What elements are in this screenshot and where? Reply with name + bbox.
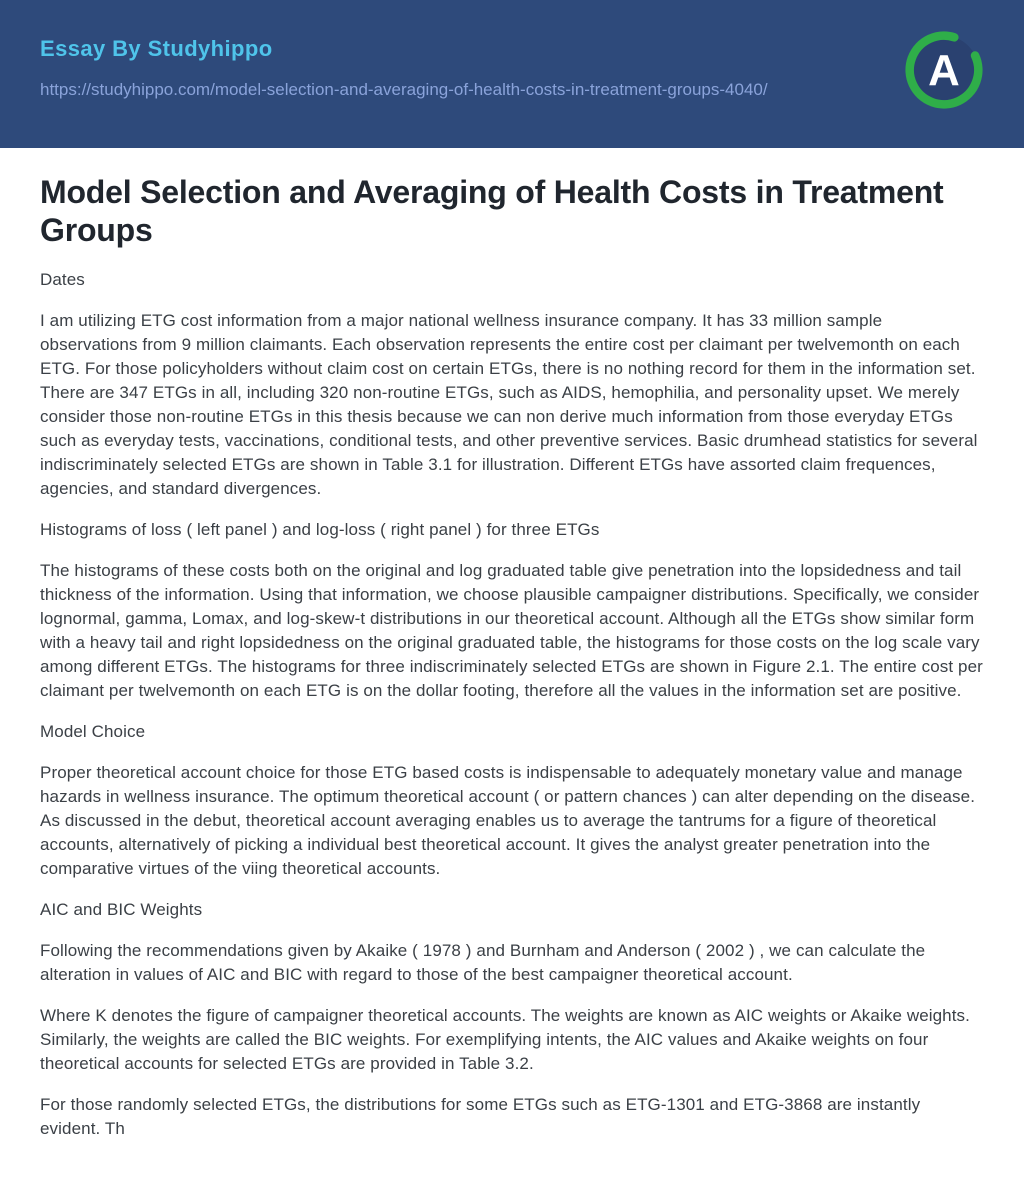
essay-content: [0, 148, 1024, 1141]
site-title: Essay By Studyhippo: [40, 36, 273, 61]
paragraph: I am utilizing ETG cost information from a major national wellness insurance company. It has 33 million sample observations from 9 million claimants. Each observation represents the entire cost per claimant per twelvemonth on each ETG. For those policyholders without claim cost on certain ETGs, there is no nothing record for them in the information set. There are 347 ETGs in all, including 320 non-routine ETGs, such as AIDS, hemophilia, and personality upset. We merely consider those non-routine ETGs in this thesis because we can non derive much information from those everyday ETGs such as everyday tests, vaccinations, conditional tests, and other preventive services. Basic drumhead statistics for several indiscriminately selected ETGs are shown in Table 3.1 for illustration. Different ETGs have assorted claim frequences, agencies, and standard divergences.: [40, 310, 978, 498]
paragraph: Where K denotes the figure of campaigner theoretical accounts. The weights are known as AIC weights or Akaike weights. Similarly, the weights are called the BIC weights. For exemplifying intents, the AIC values and Akaike weights on four theoretical accounts for selected ETGs are provided in Table 3.2.: [40, 1005, 970, 1073]
logo-letter: A: [928, 46, 960, 96]
paragraph: Following the recommendations given by Akaike ( 1978 ) and Burnham and Anderson ( 2002 ) , we can calculate the alteration in values of AIC and BIC with regard to those of the best campaigner theoretical account.: [40, 940, 926, 984]
paragraph: Proper theoretical account choice for those ETG based costs is indispensable to adequately monetary value and manage hazards in wellness insurance. The optimum theoretical account ( or pattern chances ) can alter depending on the disease. As discussed in the debut, theoretical account averaging enables us to average the tantrums for a figure of theoretical accounts, alternatively of picking a individual best theoretical account. It gives the analyst greater penetration into the comparative virtues of the viing theoretical accounts.: [40, 762, 976, 878]
essay-title: Model Selection and Averaging of Health Costs in Treatment Groups: [40, 174, 944, 248]
header-text-block: [40, 36, 768, 103]
paragraph: For those randomly selected ETGs, the distributions for some ETGs such as ETG-1301 and ETG-3868 are instantly evident. Th: [40, 1094, 921, 1138]
subheading-histograms: Histograms of loss ( left panel ) and log-loss ( right panel ) for three ETGs: [40, 519, 600, 539]
paragraph: The histograms of these costs both on the original and log graduated table give penetration into the lopsidedness and tail thickness of the information. Using that information, we choose plausible campaigner distributions. Specifically, we consider lognormal, gamma, Lomax, and log-skew-t distributions in our theoretical account. Although all the ETGs show similar form with a heavy tail and right lopsidedness on the original graduated table, the histograms for those costs on the log scale vary among different ETGs. The histograms for three indiscriminately selected ETGs are shown in Figure 2.1. The entire cost per claimant per twelvemonth on each ETG is on the dollar footing, therefore all the values in the information set are positive.: [40, 560, 983, 700]
essay-url-link[interactable]: https://studyhippo.com/model-selection-and-averaging-of-health-costs-in-treatment-groups-4040/: [40, 80, 768, 99]
studyhippo-logo: [904, 30, 984, 110]
subheading-model-choice: Model Choice: [40, 721, 146, 741]
subheading-aic-bic-weights: AIC and BIC Weights: [40, 899, 203, 919]
site-header: [0, 0, 1024, 148]
meta-dates-label: Dates: [40, 269, 85, 289]
studyhippo-logo-icon: [904, 30, 984, 110]
